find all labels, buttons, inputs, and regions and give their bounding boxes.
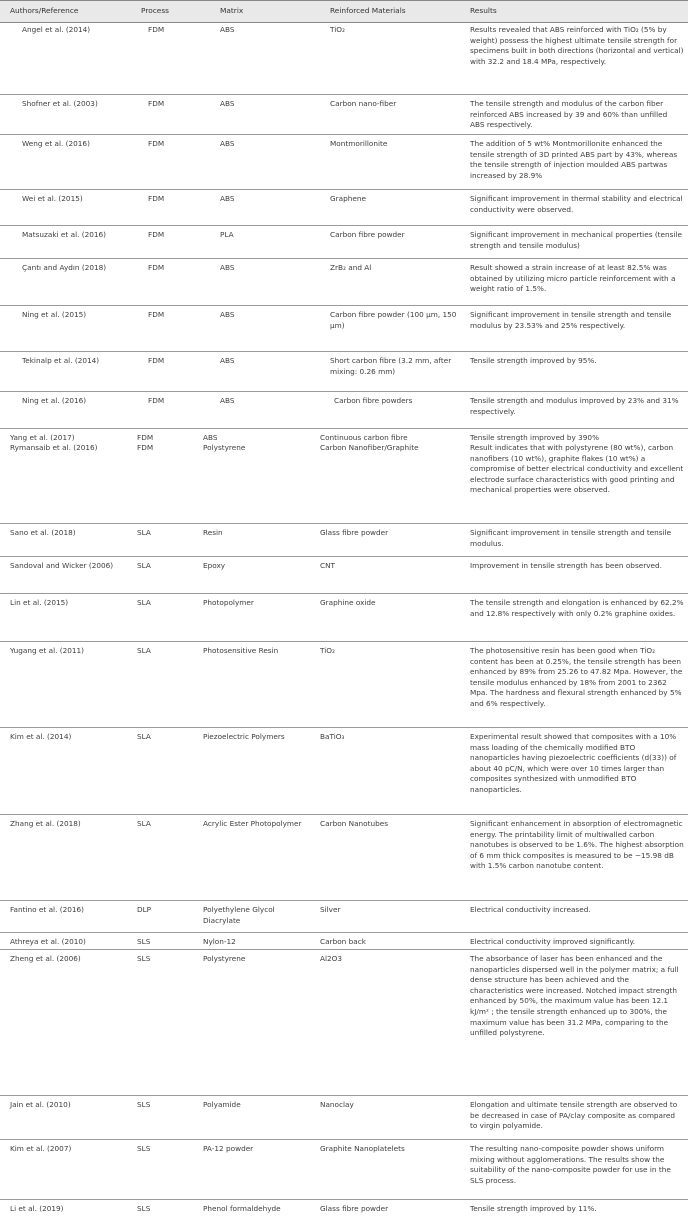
cell-process: DLP <box>137 905 152 914</box>
cell-author: Angel et al. (2014) <box>22 25 91 34</box>
cell-matrix: Polyamide <box>203 1100 241 1109</box>
cell-author: Matsuzaki et al. (2016) <box>22 230 106 239</box>
header-authors: Authors/Reference <box>10 6 79 15</box>
cell-author: Rymansaib et al. (2016) <box>10 443 98 452</box>
header-matrix: Matrix <box>220 6 244 15</box>
cell-author: Li et al. (2019) <box>10 1204 64 1213</box>
cell-material: Graphine oxide <box>320 598 376 607</box>
table-row <box>0 225 688 259</box>
cell-material: TiO₂ <box>320 646 335 655</box>
cell-author: Yang et al. (2017) <box>10 433 75 442</box>
cell-material: Carbon fibre powder (100 μm, 150 μm) <box>330 310 457 330</box>
table-row <box>0 593 688 642</box>
table-row <box>0 1139 688 1200</box>
cell-matrix: ABS <box>220 263 235 272</box>
cell-result: Tensile strength improved by 95%. <box>470 356 597 365</box>
cell-process: FDM <box>148 99 165 108</box>
cell-result: Tensile strength improved by 390% <box>470 433 600 442</box>
cell-author: Sano et al. (2018) <box>10 528 76 537</box>
cell-process: FDM <box>148 356 165 365</box>
cell-process: FDM <box>148 396 165 405</box>
cell-result: Elongation and ultimate tensile strength are observed to be decreased in case of PA/clay composite as compared to virgin polyamide. <box>470 1100 678 1131</box>
cell-result: Electrical conductivity increased. <box>470 905 591 914</box>
cell-process: FDM <box>148 263 165 272</box>
cell-result: Significant improvement in thermal stability and electrical conductivity were observed. <box>470 194 683 214</box>
cell-author: Kim et al. (2007) <box>10 1144 72 1153</box>
table-row <box>0 641 688 728</box>
cell-result: The addition of 5 wt% Montmorillonite enhanced the tensile strength of 3D printed ABS part by 43%, whereas the tensile strength of injection moulded ABS partwas increased by 28.9% <box>470 139 678 180</box>
cell-matrix: ABS <box>220 139 235 148</box>
cell-result: Result showed a strain increase of at least 82.5% was obtained by utilizing micro particle reinforcement with a weight ratio of 1.5%. <box>470 263 676 294</box>
cell-result: Tensile strength and modulus improved by 23% and 31% respectively. <box>470 396 679 416</box>
cell-process: FDM <box>148 25 165 34</box>
cell-matrix: ABS <box>220 356 235 365</box>
cell-material: Al2O3 <box>320 954 343 963</box>
cell-matrix: ABS <box>220 99 235 108</box>
cell-matrix: Photosensitive Resin <box>203 646 279 655</box>
cell-process: FDM <box>148 230 165 239</box>
cell-material: Continuous carbon fibre <box>320 433 408 442</box>
cell-matrix: Polystyrene <box>203 443 246 452</box>
table-row <box>0 1199 688 1218</box>
table-row <box>0 1095 688 1140</box>
table-row <box>0 439 688 523</box>
cell-material: Glass fibre powder <box>320 528 389 537</box>
cell-matrix: Nylon-12 <box>203 937 236 946</box>
cell-process: SLS <box>137 1100 151 1109</box>
cell-material: TiO₂ <box>330 25 345 34</box>
cell-matrix: ABS <box>220 396 235 405</box>
cell-process: FDM <box>148 194 165 203</box>
cell-process: SLA <box>137 732 151 741</box>
cell-material: Short carbon fibre (3.2 mm, after mixing: 0.26 mm) <box>330 356 452 376</box>
cell-author: Wei et al. (2015) <box>22 194 83 203</box>
cell-material: BaTiO₃ <box>320 732 345 741</box>
cell-process: SLS <box>137 954 151 963</box>
cell-author: Yugang et al. (2011) <box>10 646 84 655</box>
header-process: Process <box>141 6 170 15</box>
cell-matrix: Photopolymer <box>203 598 254 607</box>
cell-material: Carbon back <box>320 937 366 946</box>
cell-author: Weng et al. (2016) <box>22 139 90 148</box>
cell-matrix: PA-12 powder <box>203 1144 254 1153</box>
cell-matrix: Polyethylene Glycol Diacrylate <box>203 905 275 925</box>
cell-process: SLA <box>137 598 151 607</box>
cell-result: Result indicates that with polystyrene (80 wt%), carbon nanofibers (10 wt%), graphite flakes (10 wt%) a compromise of better electrical conductivity and excellent electrode surface characteristics with good printing and mechanical properties were observed. <box>470 443 684 495</box>
cell-result: The resulting nano-composite powder shows uniform mixing without agglomerations. The results show the suitability of the nano-composite powder for use in the SLS process. <box>470 1144 671 1185</box>
cell-author: Ning et al. (2016) <box>22 396 87 405</box>
table-row <box>0 814 688 901</box>
cell-matrix: Piezoelectric Polymers <box>203 732 285 741</box>
cell-result: The tensile strength and modulus of the carbon fiber reinforced ABS increased by 39 and 60% than unfilled ABS respectively. <box>470 99 668 130</box>
cell-result: The tensile strength and elongation is enhanced by 62.2% and 12.8% respectively with only 0.2% graphine oxides. <box>470 598 684 618</box>
cell-matrix: Polystyrene <box>203 954 246 963</box>
cell-material: Carbon fibre powders <box>334 396 413 405</box>
table-row <box>0 900 688 933</box>
header-results: Results <box>470 6 497 15</box>
cell-process: FDM <box>148 310 165 319</box>
table-row <box>0 556 688 594</box>
cell-author: Tekinalp et al. (2014) <box>22 356 100 365</box>
table-row <box>0 189 688 226</box>
cell-material: Carbon Nanofiber/Graphite <box>320 443 419 452</box>
table-row <box>0 134 688 190</box>
cell-material: Glass fibre powder <box>320 1204 389 1213</box>
cell-author: Lin et al. (2015) <box>10 598 69 607</box>
cell-matrix: PLA <box>220 230 234 239</box>
cell-material: Graphene <box>330 194 366 203</box>
cell-result: Significant enhancement in absorption of electromagnetic energy. The printability limit of multiwalled carbon nanotubes is observed to be 1.6%. The highest absorption of 6 mm thick composites is measured to be −15.98 dB with 1.5% carbon nanotube content. <box>470 819 684 871</box>
cell-author: Shofner et al. (2003) <box>22 99 98 108</box>
cell-material: Carbon fibre powder <box>330 230 405 239</box>
cell-process: SLS <box>137 1204 151 1213</box>
cell-matrix: ABS <box>220 25 235 34</box>
cell-material: Montmorillonite <box>330 139 388 148</box>
cell-process: SLS <box>137 937 151 946</box>
table-row <box>0 351 688 392</box>
cell-matrix: Resin <box>203 528 223 537</box>
cell-matrix: Phenol formaldehyde <box>203 1204 281 1213</box>
cell-process: FDM <box>137 433 154 442</box>
header-reinforced-materials: Reinforced Materials <box>330 6 406 15</box>
cell-material: ZrB₂ and Al <box>330 263 372 272</box>
cell-process: FDM <box>137 443 154 452</box>
table-row <box>0 949 688 1096</box>
cell-result: Electrical conductivity improved significantly. <box>470 937 636 946</box>
cell-author: Zheng et al. (2006) <box>10 954 81 963</box>
cell-process: SLA <box>137 528 151 537</box>
cell-matrix: ABS <box>220 194 235 203</box>
cell-result: The absorbance of laser has been enhanced and the nanoparticles dispersed well in the polymer matrix; a full dense structure has been achieved and the characteristics were increased. Notched impact strength enhanced by 50%, the maximum value has been 12.1 kJ/m² ; the tensile strength enhanced up to 300%, the maximum value has been 31.2 MPa, comparing to the unfilled polystyrene. <box>470 954 679 1038</box>
cell-result: Significant improvement in tensile strength and tensile modulus. <box>470 528 672 548</box>
cell-author: Fantino et al. (2016) <box>10 905 84 914</box>
table-row <box>0 21 688 94</box>
cell-author: Kim et al. (2014) <box>10 732 72 741</box>
table-header-row <box>0 0 688 23</box>
cell-author: Çantı and Aydın (2018) <box>22 263 107 272</box>
cell-author: Jain et al. (2010) <box>10 1100 71 1109</box>
table-row <box>0 932 688 950</box>
cell-material: Nanoclay <box>320 1100 354 1109</box>
cell-process: SLA <box>137 819 151 828</box>
cell-matrix: ABS <box>203 433 218 442</box>
cell-result: Improvement in tensile strength has been observed. <box>470 561 662 570</box>
cell-material: Graphite Nanoplatelets <box>320 1144 405 1153</box>
cell-author: Athreya et al. (2010) <box>10 937 86 946</box>
cell-material: Carbon Nanotubes <box>320 819 389 828</box>
table-row <box>0 523 688 557</box>
cell-author: Zhang et al. (2018) <box>10 819 81 828</box>
cell-result: Significant improvement in tensile strength and tensile modulus by 23.53% and 25% respectively. <box>470 310 672 330</box>
table-row <box>0 94 688 135</box>
cell-matrix: ABS <box>220 310 235 319</box>
cell-process: SLA <box>137 646 151 655</box>
cell-material: Carbon nano-fiber <box>330 99 397 108</box>
cell-result: Experimental result showed that composites with a 10% mass loading of the chemically modified BTO nanoparticles having piezoelectric coefficients (d(33)) of about 40 pC/N, which were over 10 times larger than composites synthesized with unmodified BTO nanoparticles. <box>470 732 677 794</box>
cell-result: The photosensitive resin has been good when TiO₂ content has been at 0.25%, the tensile strength has been enhanced by 89% from 25.26 to 47.82 Mpa. However, the tensile modulus enhanced by 18% from 2001 to 2362 Mpa. The hardness and flexural strength enhanced by 5% and 6% respectively. <box>470 646 683 708</box>
cell-author: Sandoval and Wicker (2006) <box>10 561 114 570</box>
cell-material: Silver <box>320 905 341 914</box>
table-row <box>0 727 688 815</box>
cell-process: SLS <box>137 1144 151 1153</box>
table-row <box>0 391 688 427</box>
table-row <box>0 305 688 352</box>
cell-process: SLA <box>137 561 151 570</box>
cell-process: FDM <box>148 139 165 148</box>
table-row <box>0 258 688 306</box>
cell-material: CNT <box>320 561 336 570</box>
cell-matrix: Epoxy <box>203 561 226 570</box>
cell-result: Tensile strength improved by 11%. <box>470 1204 597 1213</box>
cell-matrix: Acrylic Ester Photopolymer <box>203 819 302 828</box>
cell-result: Results revealed that ABS reinforced with TiO₂ (5% by weight) possess the highest ultimate tensile strength for specimens built in both directions (horizontal and vertical) with 32.2 and 18.4 MPa, respectively. <box>470 25 684 66</box>
cell-author: Ning et al. (2015) <box>22 310 87 319</box>
cell-result: Significant improvement in mechanical properties (tensile strength and tensile modulus) <box>470 230 682 250</box>
